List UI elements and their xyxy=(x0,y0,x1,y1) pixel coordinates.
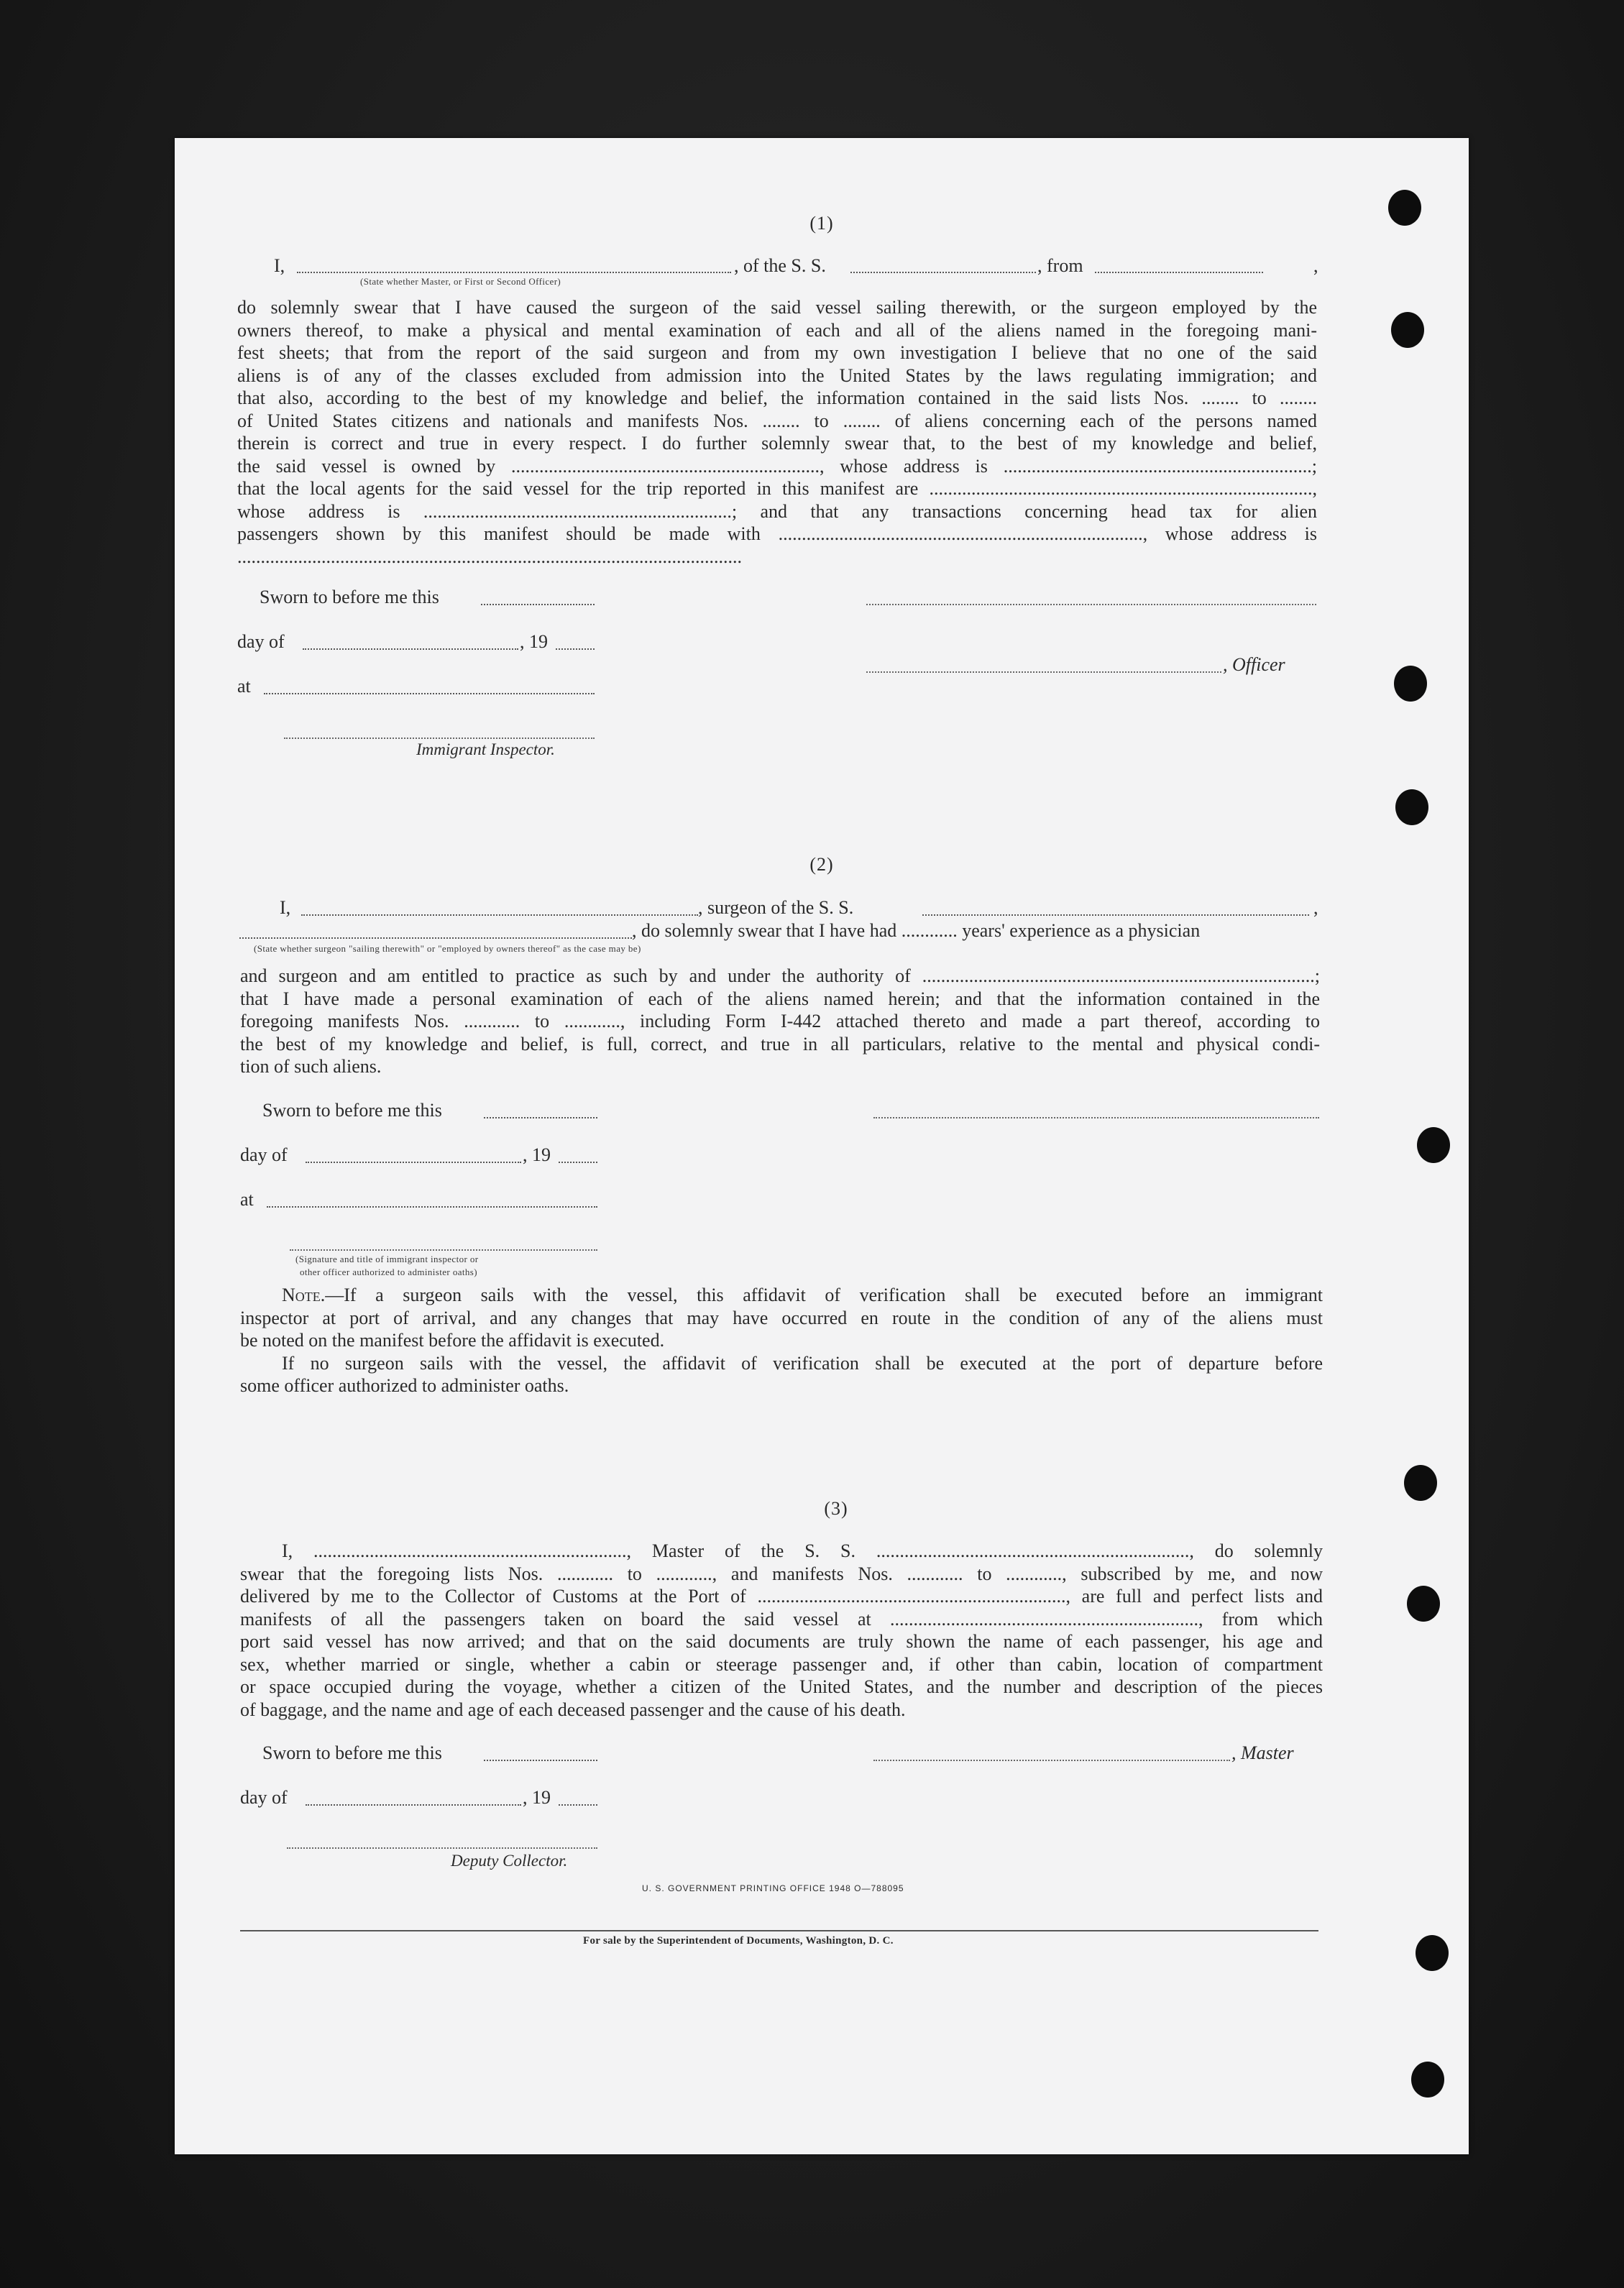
punch-hole xyxy=(1407,1586,1440,1622)
s1-vessel-blank xyxy=(850,257,1036,273)
s1-line: the said vessel is owned by .................................................................., whose address is ..................................................................; xyxy=(237,455,1317,477)
s1-sworn-label: Sworn to before me this xyxy=(260,587,439,607)
s1-officer-line xyxy=(866,671,1221,673)
s3-deputy-signature-line xyxy=(287,1847,597,1849)
s1-inspector-signature-line xyxy=(284,738,595,739)
s1-line: that the local agents for the said vessel for the trip reported in this manifest are .................................................................................., xyxy=(237,478,1317,499)
s1-from-blank xyxy=(1095,257,1263,273)
s2-note-paragraph xyxy=(240,1284,1323,1397)
s1-line: fest sheets; that from the report of the said surgeon and from my own investigation I believe that no one of the said xyxy=(237,342,1317,363)
s2-surgeon-blank xyxy=(301,900,698,916)
s2-sig-hint-1: (Signature and title of immigrant inspector or xyxy=(295,1254,479,1264)
s2-note-line: be noted on the manifest before the affidavit is executed. xyxy=(240,1330,665,1351)
s1-year-blank xyxy=(556,634,595,650)
s3-year-label: , 19 xyxy=(523,1787,551,1808)
s2-line: and surgeon and am entitled to practice as such by and under the authority of ....................................................................................; xyxy=(240,965,1320,986)
s2-line: foregoing manifests Nos. ............ to ............, including Form I-442 attached thereto and made a part thereof, according to xyxy=(240,1011,1320,1032)
s3-line: swear that the foregoing lists Nos. ............ to ............, and manifests Nos. ............ to ............, subscribed by me, and now xyxy=(240,1563,1323,1584)
s3-oath-paragraph xyxy=(240,1540,1323,1721)
s1-officer-blank xyxy=(297,257,731,273)
s2-note2-line: If no surgeon sails with the vessel, the affidavit of verification shall be executed at the port of departure before xyxy=(282,1352,1323,1374)
s1-officer-signature-line xyxy=(866,604,1316,605)
s1-at-blank xyxy=(264,679,595,694)
s1-from-label: , from xyxy=(1037,255,1083,276)
punch-hole xyxy=(1417,1127,1450,1163)
punch-hole xyxy=(1395,789,1428,825)
section-3-number: (3) xyxy=(824,1498,848,1519)
s2-note-line: inspector at port of arrival, and any changes that may have occurred en route in the condition of any of the aliens must xyxy=(240,1307,1323,1328)
s3-line: of baggage, and the name and age of each deceased passenger and the cause of his death. xyxy=(240,1699,906,1720)
s3-line: manifests of all the passengers taken on board the said vessel at .................................................................., from which xyxy=(240,1608,1323,1630)
s3-sworn-label: Sworn to before me this xyxy=(262,1742,442,1763)
s3-sworn-blank xyxy=(484,1745,597,1761)
s1-end-comma: , xyxy=(1313,255,1318,276)
punch-hole xyxy=(1404,1465,1437,1501)
s3-master-signature-line xyxy=(873,1760,1230,1761)
s2-year-blank xyxy=(559,1147,597,1163)
s2-line: the best of my knowledge and belief, is full, correct, and true in all particulars, relative to the mental and physical condi- xyxy=(240,1033,1320,1055)
s1-line: do solemnly swear that I have caused the surgeon of the said vessel sailing therewith, or the surgeon employed by the xyxy=(237,297,1317,318)
s3-line: or space occupied during the voyage, whether a citizen of the United States, and the number and description of the pieces xyxy=(240,1676,1323,1697)
s1-sworn-blank xyxy=(481,589,595,605)
s3-line: port said vessel has now arrived; and that on the said documents are truly shown the name of each passenger, his age and xyxy=(240,1631,1323,1652)
s1-line: that also, according to the best of my knowledge and belief, the information contained in the said lists Nos. ........ to ........ xyxy=(237,387,1317,408)
punch-hole xyxy=(1411,2062,1444,2098)
s1-day-blank xyxy=(303,634,518,650)
s3-line: I, ..................................................................., Master of the S. S. ..................................................................., do solemnly xyxy=(282,1540,1323,1561)
s1-of-ss-label: , of the S. S. xyxy=(734,255,826,276)
note-label: Note. xyxy=(282,1285,326,1305)
punch-hole xyxy=(1394,666,1427,702)
s2-signature-line xyxy=(873,1117,1319,1118)
s2-day-blank xyxy=(306,1147,521,1163)
s2-year-label: , 19 xyxy=(523,1144,551,1165)
s1-line: whose address is ..................................................................; and that any transactions concerning head tax for alien xyxy=(237,500,1317,522)
manifest-affidavit-sheet xyxy=(175,138,1469,2154)
s3-day-blank xyxy=(306,1790,521,1806)
s1-i-label: I, xyxy=(274,255,285,276)
s3-day-of-label: day of xyxy=(240,1787,288,1808)
s1-oath-paragraph xyxy=(237,296,1317,568)
s2-experience-text: , do solemnly swear that I have had ............ years' experience as a physician xyxy=(632,920,1201,941)
s1-inspector-label: Immigrant Inspector. xyxy=(416,740,555,758)
section-2-number: (2) xyxy=(809,854,834,875)
s2-note2-line: some officer authorized to administer oaths. xyxy=(240,1375,569,1396)
s1-line: ............................................................................................................ xyxy=(237,546,742,567)
s3-year-blank xyxy=(559,1790,597,1806)
s3-line: delivered by me to the Collector of Customs at the Port of .................................................................., are full and perfect lists and xyxy=(240,1586,1323,1607)
punch-hole xyxy=(1391,312,1424,348)
s3-master-label: , Master xyxy=(1231,1742,1294,1763)
s2-end-comma: , xyxy=(1313,897,1318,918)
s2-day-of-label: day of xyxy=(240,1144,288,1165)
s3-deputy-label: Deputy Collector. xyxy=(451,1852,568,1870)
s2-status-blank xyxy=(239,923,632,939)
s1-line: of United States citizens and nationals and manifests Nos. ........ to ........ of aliens concerning each of the persons named xyxy=(237,410,1317,431)
s2-at-label: at xyxy=(240,1189,254,1210)
note-text: —If a surgeon sails with the vessel, this affidavit of verification shall be executed before an immigrant xyxy=(325,1285,1323,1305)
s2-line: that I have made a personal examination of each of the aliens named herein; and that the information contained in the xyxy=(240,988,1320,1009)
s2-vessel-blank xyxy=(922,900,1309,916)
s1-at-label: at xyxy=(237,676,251,697)
gpo-imprint: U. S. GOVERNMENT PRINTING OFFICE 1948 O—788095 xyxy=(642,1883,904,1893)
s1-officer-label: , Officer xyxy=(1223,654,1285,675)
s2-i-label: I, xyxy=(280,897,291,918)
s1-line: aliens is of any of the classes excluded from admission into the United States by the laws regulating immigration; and xyxy=(237,364,1317,386)
s2-official-signature-line xyxy=(290,1249,597,1251)
s1-line: passengers shown by this manifest should be made with .............................................................................., whose address is xyxy=(237,523,1317,544)
footer-rule xyxy=(240,1930,1318,1931)
s3-line: sex, whether married or single, whether a cabin or steerage passenger and, if other than cabin, location of compartment xyxy=(240,1653,1323,1675)
s1-officer-hint: (State whether Master, or First or Second Officer) xyxy=(360,276,561,287)
s1-year-label: , 19 xyxy=(520,631,548,652)
s2-sworn-blank xyxy=(484,1103,597,1118)
punch-hole xyxy=(1416,1935,1449,1971)
s2-surgeon-hint: (State whether surgeon "sailing therewith" or "employed by owners thereof" as the case may be) xyxy=(254,943,641,954)
s1-line: therein is correct and true in every respect. I do further solemnly swear that, to the best of my knowledge and belief, xyxy=(237,433,1317,454)
s1-day-of-label: day of xyxy=(237,631,285,652)
s2-line: tion of such aliens. xyxy=(240,1056,382,1077)
s2-sworn-label: Sworn to before me this xyxy=(262,1100,442,1121)
s2-oath-paragraph xyxy=(240,965,1320,1078)
s2-surgeon-of-ss: , surgeon of the S. S. xyxy=(698,897,854,918)
s2-sig-hint-2: other officer authorized to administer oaths) xyxy=(300,1267,477,1277)
s2-note-line xyxy=(240,1284,1323,1307)
s2-at-blank xyxy=(267,1192,597,1208)
footer-sale-notice: For sale by the Superintendent of Documents, Washington, D. C. xyxy=(583,1935,894,1947)
section-1-number: (1) xyxy=(809,213,834,234)
s1-line: owners thereof, to make a physical and mental examination of each and all of the aliens named in the foregoing mani- xyxy=(237,319,1317,341)
